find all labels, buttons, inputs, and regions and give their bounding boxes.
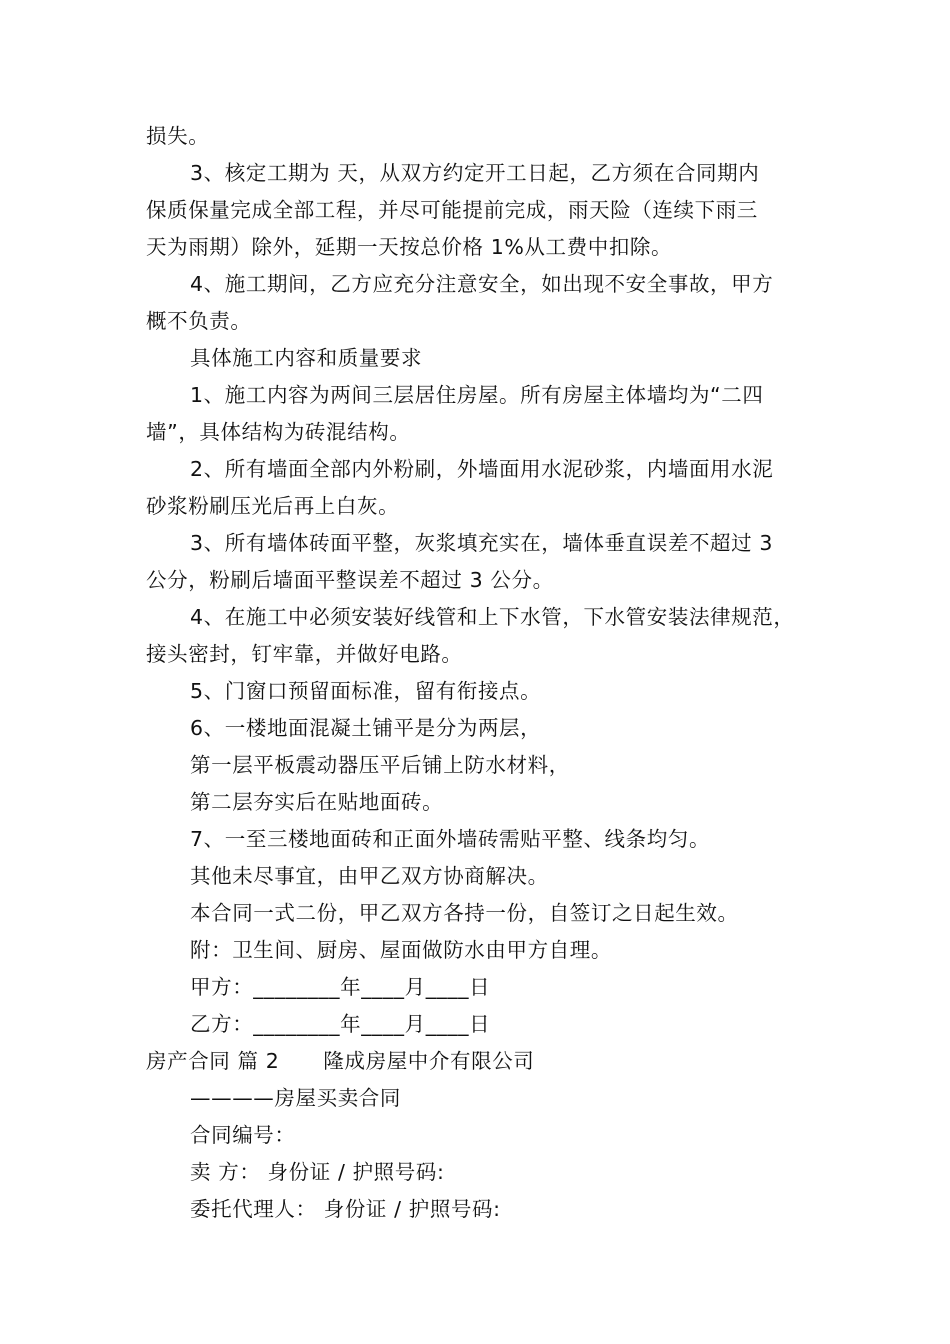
paragraph-line: 天为雨期）除外，延期一天按总价格 1%从工费中扣除。 (146, 235, 673, 259)
document-body (146, 118, 836, 1228)
paragraph-line: 6、一楼地面混凝土铺平是分为两层， (190, 716, 542, 740)
contract-number-label: 房产合同 篇 2 (146, 1049, 280, 1073)
paragraph-line: 公分，粉刷后墙面平整误差不超过 3 公分。 (146, 568, 554, 592)
paragraph-line: 5、门窗口预留面标准，留有衔接点。 (190, 679, 542, 703)
signature-line-party-a: 甲方：________年____月____日 (190, 975, 491, 999)
seller-field: 卖 方： 身份证 / 护照号码: (190, 1160, 445, 1184)
paragraph-line: 其他未尽事宜，由甲乙双方协商解决。 (190, 864, 549, 888)
paragraph-line: 3、核定工期为 天，从双方约定开工日起，乙方须在合同期内 (190, 161, 760, 185)
contract-heading (146, 1043, 836, 1080)
paragraph-line: 砂浆粉刷压光后再上白灰。 (146, 494, 400, 518)
paragraph-line: 3、所有墙体砖面平整，灰浆填充实在，墙体垂直误差不超过 3 (190, 531, 773, 555)
paragraph-line: 第一层平板震动器压平后铺上防水材料， (190, 753, 570, 777)
paragraph-line: 2、所有墙面全部内外粉刷，外墙面用水泥砂浆，内墙面用水泥 (190, 457, 774, 481)
paragraph-line: 墙”，具体结构为砖混结构。 (146, 420, 411, 444)
section-heading: 具体施工内容和质量要求 (190, 346, 423, 370)
paragraph-line: 第二层夯实后在贴地面砖。 (190, 790, 444, 814)
contract-subtitle: ————房屋买卖合同 (190, 1086, 401, 1110)
paragraph-line: 概不负责。 (146, 309, 252, 333)
agent-field: 委托代理人： 身份证 / 护照号码: (190, 1197, 501, 1221)
paragraph-line: 7、一至三楼地面砖和正面外墙砖需贴平整、线条均匀。 (190, 827, 711, 851)
paragraph-line: 4、在施工中必须安装好线管和上下水管，下水管安装法律规范， (190, 605, 795, 629)
paragraph-line: 4、施工期间，乙方应充分注意安全，如出现不安全事故，甲方 (190, 272, 774, 296)
paragraph-line: 1、施工内容为两间三层居住房屋。所有房屋主体墙均为“二四 (190, 383, 764, 407)
contract-number-field: 合同编号： (190, 1123, 296, 1147)
paragraph-line: 本合同一式二份，甲乙双方各持一份，自签订之日起生效。 (190, 901, 739, 925)
paragraph-line: 保质保量完成全部工程，并尽可能提前完成，雨天险（连续下雨三 (146, 198, 758, 222)
paragraph-line: 损失。 (146, 124, 210, 148)
paragraph-line: 附：卫生间、厨房、屋面做防水由甲方自理。 (190, 938, 612, 962)
paragraph-line: 接头密封，钉牢靠，并做好电路。 (146, 642, 463, 666)
signature-line-party-b: 乙方：________年____月____日 (190, 1012, 491, 1036)
company-name: 隆成房屋中介有限公司 (323, 1049, 535, 1073)
